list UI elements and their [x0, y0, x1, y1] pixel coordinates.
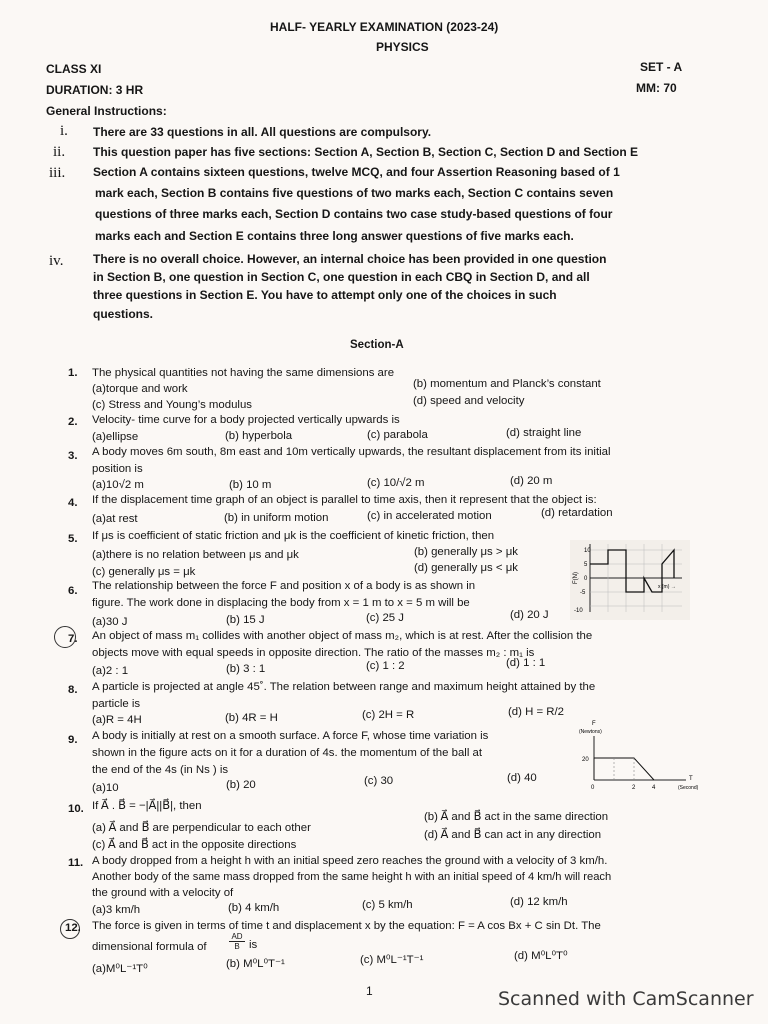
q12-fraction	[229, 932, 245, 951]
q9-xtick-0: 0	[591, 785, 595, 791]
marks-label: MM: 70	[636, 81, 677, 95]
q10-number: 10.	[68, 803, 84, 815]
q9-number: 9.	[68, 734, 78, 746]
q9-xtick-4: 4	[652, 785, 656, 791]
q6-option-d: (d) 20 J	[510, 609, 549, 621]
q12-option-d: (d) M⁰L⁰T⁰	[514, 950, 568, 962]
exam-title: HALF- YEARLY EXAMINATION (2023-24)	[270, 20, 499, 34]
instr-iii-l4: marks each and Section E contains three long answer questions of five marks each.	[95, 229, 574, 243]
q9-xaxis-label: T	[689, 776, 693, 782]
q5-text: If μs is coefficient of static friction and μk is the coefficient of kinetic friction, then	[92, 530, 495, 542]
q5-option-d: (d) generally μs < μk	[414, 562, 518, 574]
q1-option-d: (d) speed and velocity	[413, 395, 525, 407]
instr-i-num: i.	[60, 123, 68, 139]
q7-option-a: (a)2 : 1	[92, 665, 129, 677]
q8-option-c: (c) 2H = R	[362, 709, 415, 721]
q6-ytick-5: 5	[584, 562, 588, 568]
q12-text: The force is given in terms of time t and displacement x by the equation: F = A cos Bx + C sin Dt. The	[92, 920, 601, 932]
q9-text-line3: the end of the 4s (in Ns ) is	[92, 764, 229, 776]
q8-option-b: (b) 4R = H	[225, 712, 278, 724]
q9-text-line2: shown in the figure acts on it for a duration of 4s. the momentum of the ball at	[92, 747, 483, 759]
q12-text-line2-end: is	[249, 939, 258, 951]
q11-option-a: (a)3 km/h	[92, 904, 141, 916]
q12-option-c: (c) M⁰L⁻¹T⁻¹	[360, 954, 424, 966]
instructions-title: General Instructions:	[46, 104, 167, 118]
instr-ii-text: This question paper has five sections: Section A, Section B, Section C, Section D and Section E	[93, 145, 638, 159]
q9-xtick-2: 2	[632, 785, 636, 791]
page-number-mark: 1	[366, 984, 373, 998]
q11-text-line3: the ground with a velocity of	[92, 887, 234, 899]
q12-fraction-numerator: AD	[229, 932, 245, 942]
q8-text: A particle is projected at angle 45˚. The relation between range and maximum height attained by the	[92, 681, 596, 693]
q4-number: 4.	[68, 497, 78, 509]
q12-text-line2: dimensional formula of	[92, 941, 207, 953]
q5-option-c: (c) generally μs = μk	[92, 566, 196, 578]
q7-option-b: (b) 3 : 1	[226, 663, 266, 675]
q8-option-d: (d) H = R/2	[508, 706, 565, 718]
q6-ylabel: F(N)	[573, 572, 579, 584]
q1-option-c: (c) Stress and Young’s modulus	[92, 399, 252, 411]
q6-ytick-neg5: -5	[580, 590, 586, 596]
q5-number: 5.	[68, 533, 78, 545]
q12-number: 12.	[65, 922, 81, 934]
q11-option-b: (b) 4 km/h	[228, 902, 280, 914]
instr-ii-num: ii.	[53, 144, 66, 160]
q6-option-a: (a)30 J	[92, 616, 128, 628]
instr-iv-l1: There is no overall choice. However, an internal choice has been provided in one question	[93, 252, 607, 266]
q4-option-b: (b) in uniform motion	[224, 512, 329, 524]
q3-text: A body moves 6m south, 8m east and 10m vertically upwards, the resultant displacement from its initial	[92, 446, 611, 458]
q5-option-b: (b) generally μs > μk	[414, 546, 518, 558]
q4-option-c: (c) in accelerated motion	[367, 510, 492, 522]
instr-iii-l1: Section A contains sixteen questions, twelve MCQ, and four Assertion Reasoning based of 1	[93, 165, 620, 179]
q3-option-c: (c) 10/√2 m	[367, 477, 425, 489]
instr-iii-l2: mark each, Section B contains five questions of two marks each, Section C contains seven	[95, 186, 614, 200]
q12-option-a: (a)M⁰L⁻¹T⁰	[92, 963, 148, 975]
q1-number: 1.	[68, 367, 78, 379]
q6-option-c: (c) 25 J	[366, 612, 404, 624]
q6-option-b: (b) 15 J	[226, 614, 265, 626]
q7-option-c: (c) 1 : 2	[366, 660, 405, 672]
q8-option-a: (a)R = 4H	[92, 714, 142, 726]
q12-fraction-denominator: B	[234, 942, 240, 951]
q6-number: 6.	[68, 585, 78, 597]
q9-option-a: (a)10	[92, 782, 119, 794]
q6-text-line2: figure. The work done in displacing the body from x = 1 m to x = 5 m will be	[92, 597, 470, 609]
q9-option-d: (d) 40	[507, 772, 537, 784]
q10-option-d: (d) A⃗ and B⃗ can act in any direction	[424, 829, 602, 841]
camscanner-watermark: Scanned with CamScanner	[498, 988, 754, 1010]
q9-yaxis-label: F	[592, 721, 596, 727]
q3-option-a: (a)10√2 m	[92, 479, 144, 491]
q4-option-a: (a)at rest	[92, 513, 138, 525]
q5-option-a: (a)there is no relation between μs and μk	[92, 549, 299, 561]
q9-text: A body is initially at rest on a smooth surface. A force F, whose time variation is	[92, 730, 489, 742]
q11-option-d: (d) 12 km/h	[510, 896, 568, 908]
q7-number: 7.	[68, 633, 78, 645]
q4-option-d: (d) retardation	[541, 507, 613, 519]
q7-text: An object of mass m₁ collides with another object of mass m₂, which is at rest. After the collision the	[92, 630, 593, 642]
q8-text-line2: particle is	[92, 698, 141, 710]
duration-label: DURATION: 3 HR	[46, 83, 144, 97]
q3-number: 3.	[68, 450, 78, 462]
q9-yunit: (Newtons)	[579, 729, 602, 735]
q2-option-b: (b) hyperbola	[225, 430, 293, 442]
q7-option-d: (d) 1 : 1	[506, 657, 546, 669]
q9-force-time-graph	[576, 718, 712, 792]
q10-text: If A⃗ . B⃗ = −|A⃗||B⃗|, then	[92, 800, 202, 812]
q10-option-c: (c) A⃗ and B⃗ act in the opposite directions	[92, 839, 297, 851]
q11-text: A body dropped from a height h with an initial speed zero reaches the ground with a velocity of 3 km/h.	[92, 855, 608, 867]
q9-ytick-20: 20	[582, 757, 589, 763]
q4-text: If the displacement time graph of an object is parallel to time axis, then it represent that the object is:	[92, 494, 597, 506]
section-title: Section-A	[350, 339, 404, 351]
q6-xlabel: x (m) →	[658, 584, 676, 590]
q7-text-line2: objects move with equal speeds in opposite direction. The ratio of the masses m₂ : m₁ is	[92, 647, 535, 659]
q9-xunit: (Second)	[678, 785, 699, 791]
q10-option-b: (b) A⃗ and B⃗ act in the same direction	[424, 811, 609, 823]
q11-option-c: (c) 5 km/h	[362, 899, 413, 911]
q2-option-c: (c) parabola	[367, 429, 428, 441]
q6-ytick-neg10: -10	[574, 608, 583, 614]
q1-text: The physical quantities not having the same dimensions are	[92, 367, 395, 379]
q1-option-a: (a)torque and work	[92, 383, 188, 395]
q3-option-b: (b) 10 m	[229, 479, 272, 491]
set-label: SET - A	[640, 60, 683, 74]
q8-number: 8.	[68, 684, 78, 696]
instr-i-text: There are 33 questions in all. All questions are compulsory.	[93, 125, 432, 139]
q10-option-a: (a) A⃗ and B⃗ are perpendicular to each other	[92, 822, 311, 834]
q6-force-position-graph	[570, 540, 690, 620]
instr-iv-l3: three questions in Section E. You have to attempt only one of the choices in such	[93, 288, 557, 302]
instr-iv-l4: questions.	[93, 307, 154, 321]
instr-iii-l3: questions of three marks each, Section D contains two case study-based questions of four	[95, 207, 613, 221]
q2-option-a: (a)ellipse	[92, 431, 139, 443]
q2-option-d: (d) straight line	[506, 427, 582, 439]
q11-text-line2: Another body of the same mass dropped from the same height h with an initial speed of 4 km/h will reach	[92, 871, 612, 883]
subject: PHYSICS	[376, 40, 429, 54]
q11-number: 11.	[68, 857, 84, 869]
q2-text: Velocity- time curve for a body projected vertically upwards is	[92, 414, 400, 426]
q9-option-c: (c) 30	[364, 775, 394, 787]
q9-option-b: (b) 20	[226, 779, 256, 791]
q2-number: 2.	[68, 416, 78, 428]
instr-iv-num: iv.	[49, 253, 64, 269]
q3-option-d: (d) 20 m	[510, 475, 553, 487]
q12-option-b: (b) M⁰L⁰T⁻¹	[226, 958, 285, 970]
q1-option-b: (b) momentum and Planck’s constant	[413, 378, 601, 390]
class-label: CLASS XI	[46, 62, 102, 76]
instr-iii-num: iii.	[49, 165, 66, 181]
instr-iv-l2: in Section B, one question in Section C, one question in each CBQ in Section D, and all	[93, 270, 590, 284]
q6-ytick-10: 10	[584, 548, 591, 554]
q3-text-line2: position is	[92, 463, 143, 475]
q6-text: The relationship between the force F and position x of a body is as shown in	[92, 580, 476, 592]
q6-ytick-0: 0	[584, 576, 588, 582]
